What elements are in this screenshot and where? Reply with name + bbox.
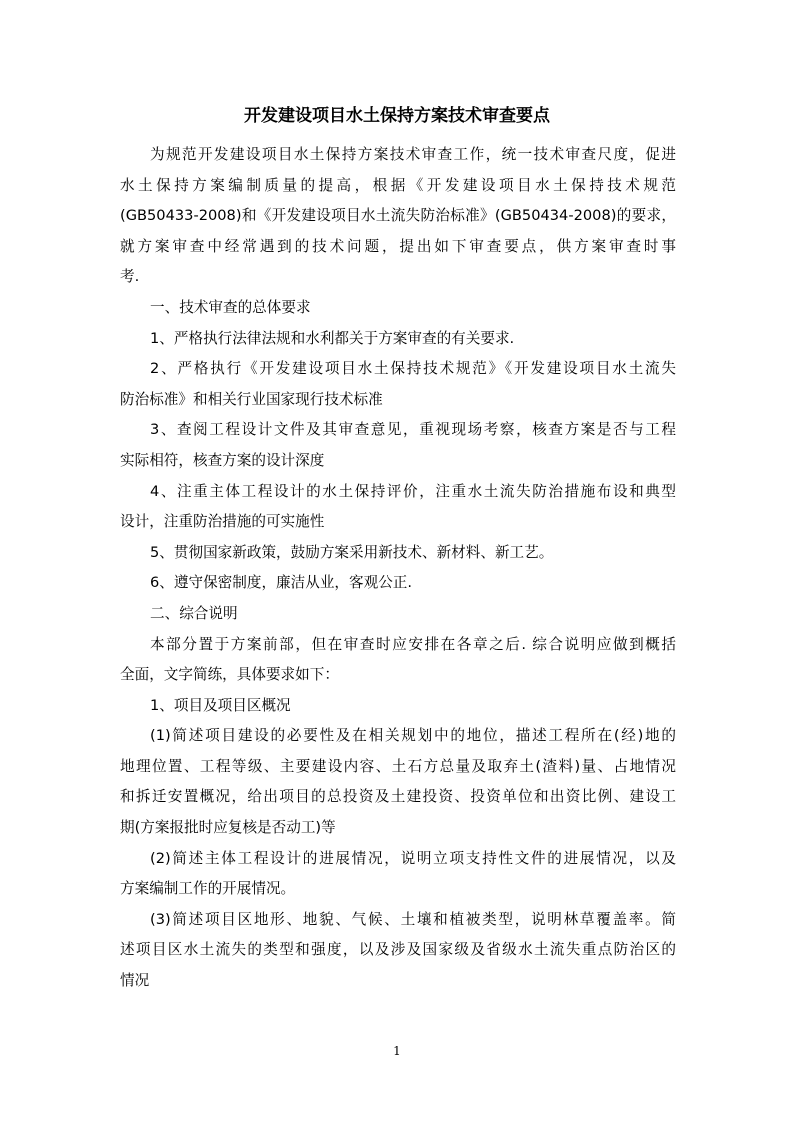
paragraph-line: (1)简述项目建设的必要性及在相关规划中的地位，描述工程所在(经)地的	[150, 727, 676, 745]
paragraph	[120, 905, 676, 997]
paragraph-line: 3、查阅工程设计文件及其审查意见，重视现场考察，核查方案是否与工程	[150, 421, 676, 439]
paragraph-line: 水土保持方案编制质量的提高，根据《开发建设项目水土保持技术规范	[120, 176, 676, 194]
page-number: 1	[393, 1044, 401, 1058]
document-body	[120, 140, 676, 997]
paragraph-line: 地理位置、工程等级、主要建设内容、土石方总量及取弃土(渣料)量、占地情况	[120, 757, 676, 775]
paragraph-line: 5、贯彻国家新政策，鼓励方案采用新技术、新材料、新工艺。	[150, 543, 554, 561]
paragraph-line: 1、严格执行法律法规和水利都关于方案审查的有关要求.	[150, 329, 515, 347]
paragraph	[120, 140, 676, 293]
paragraph-line: 就方案审查中经常遇到的技术问题，提出如下审查要点，供方案审查时事	[120, 237, 676, 255]
paragraph-line: 本部分置于方案前部，但在审查时应安排在各章之后. 综合说明应做到概括	[150, 635, 676, 653]
paragraph-line: (GB50433-2008)和《开发建设项目水土流失防治标准》(GB50434-2008)的要求，	[120, 207, 676, 225]
paragraph-line: 4、注重主体工程设计的水土保持评价，注重水土流失防治措施布设和典型	[150, 482, 676, 500]
paragraph	[120, 721, 676, 843]
paragraph-line: 6、遵守保密制度，廉洁从业，客观公正.	[150, 574, 413, 592]
document-title: 开发建设项目水土保持方案技术审查要点	[244, 106, 550, 126]
paragraph-line: (2)简述主体工程设计的进展情况，说明立项支持性文件的进展情况，以及	[150, 849, 676, 867]
paragraph	[120, 477, 676, 538]
paragraph-line: 全面，文字简练，具体要求如下：	[120, 666, 339, 684]
paragraph-line: 实际相符，核查方案的设计深度	[120, 451, 325, 469]
paragraph	[120, 415, 676, 476]
paragraph-line: 一、技术审查的总体要求	[150, 298, 311, 316]
paragraph	[120, 691, 676, 722]
paragraph	[120, 844, 676, 905]
paragraph	[120, 324, 676, 355]
paragraph-line: 和拆迁安置概况，给出项目的总投资及土建投资、投资单位和出资比例、建设工	[120, 788, 676, 806]
paragraph-line: 1、项目及项目区概况	[150, 696, 291, 714]
paragraph-line: 期(方案报批时应复核是否动工)等	[120, 819, 336, 837]
paragraph-line: (3)简述项目区地形、地貌、气候、土壤和植被类型，说明林草覆盖率。简	[150, 910, 676, 928]
paragraph-line: 考.	[120, 268, 140, 286]
paragraph-line: 防治标准》和相关行业国家现行技术标准	[120, 390, 383, 408]
paragraph-line: 2、严格执行《开发建设项目水土保持技术规范》《开发建设项目水土流失	[150, 360, 676, 378]
paragraph	[120, 568, 676, 599]
paragraph	[120, 630, 676, 691]
paragraph	[120, 293, 676, 324]
paragraph-line: 为规范开发建设项目水土保持方案技术审查工作，统一技术审查尺度，促进	[150, 146, 676, 163]
paragraph	[120, 599, 676, 630]
paragraph-line: 情况	[120, 972, 150, 990]
paragraph-line: 设计，注重防治措施的可实施性	[120, 513, 325, 531]
paragraph-line: 二、综合说明	[150, 604, 238, 622]
paragraph	[120, 354, 676, 415]
paragraph-line: 述项目区水土流失的类型和强度，以及涉及国家级及省级水土流失重点防治区的	[120, 941, 676, 959]
paragraph	[120, 538, 676, 569]
paragraph-line: 方案编制工作的开展情况。	[120, 880, 296, 898]
